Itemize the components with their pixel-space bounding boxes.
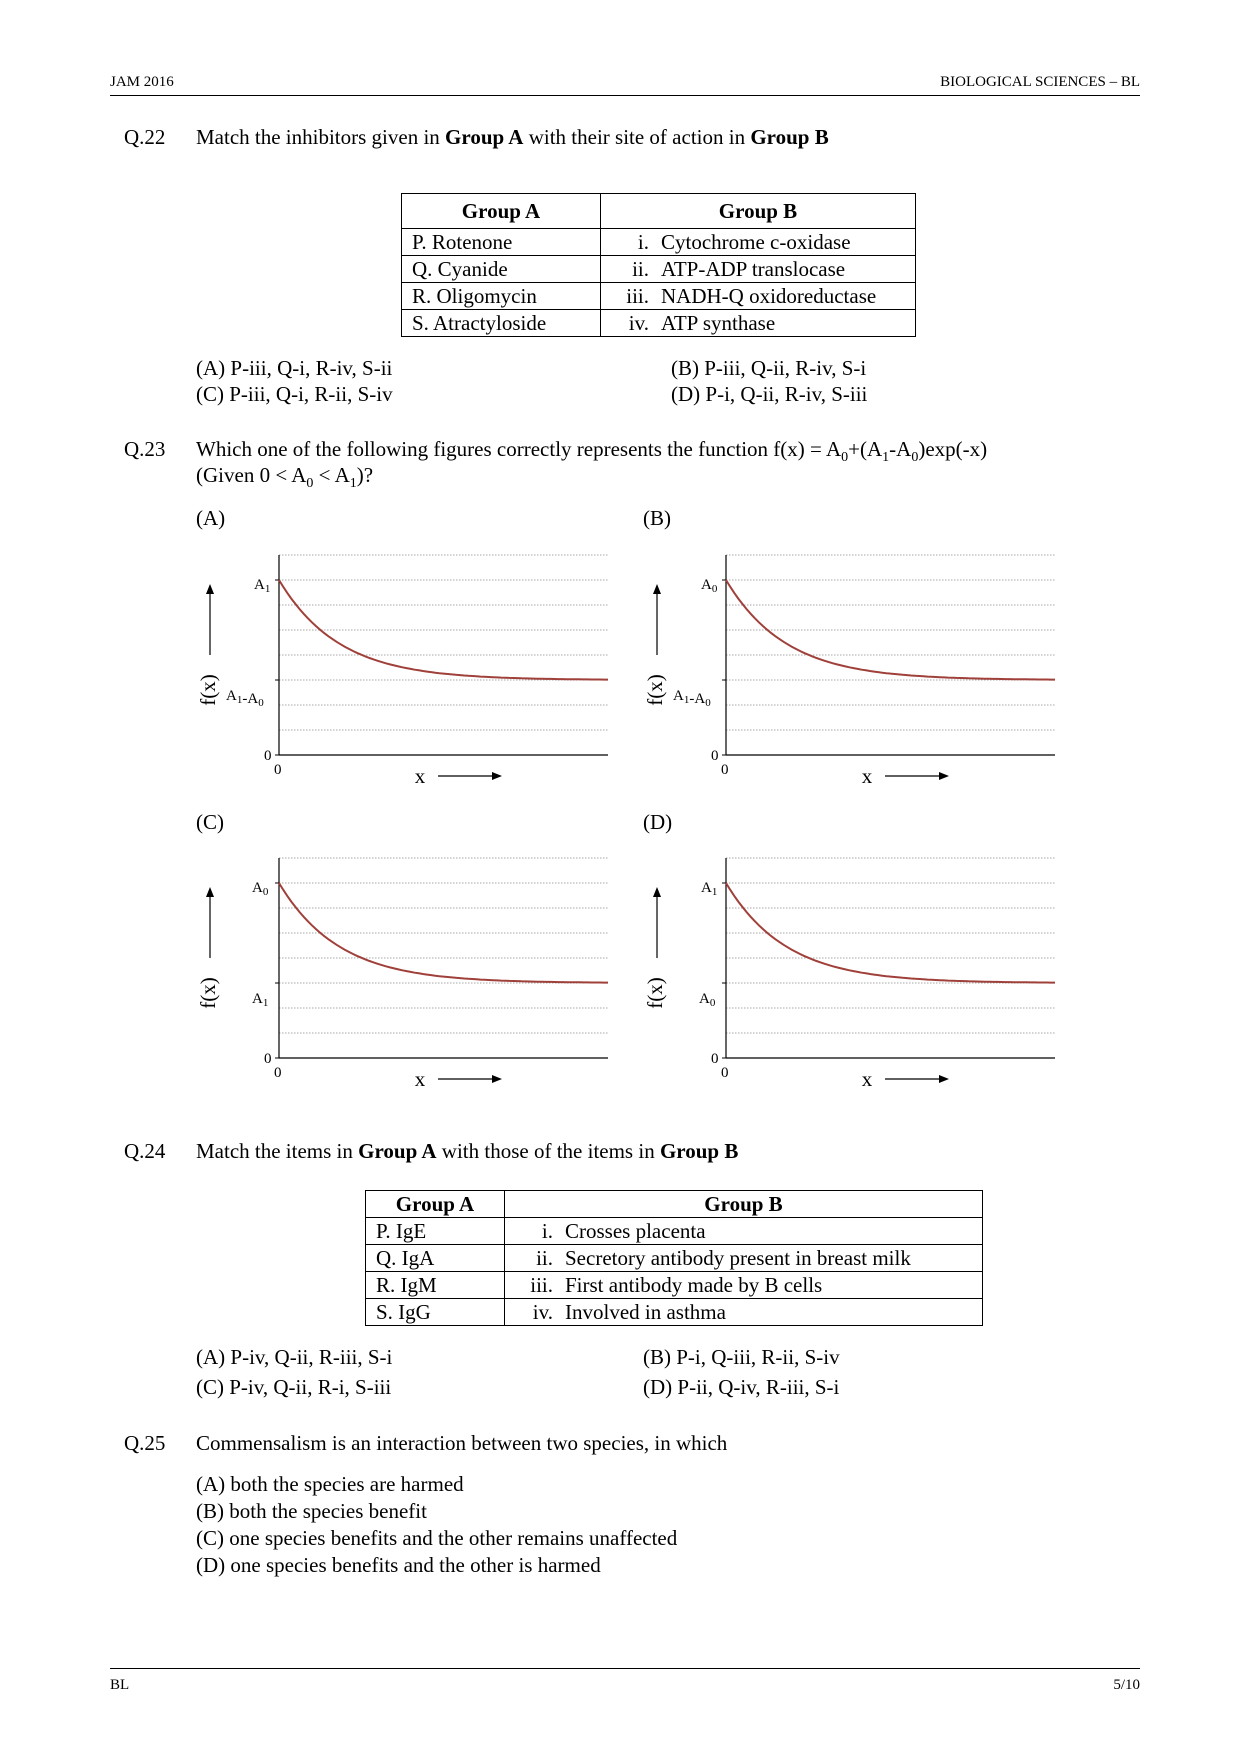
q24-option-b: (B) P-i, Q-iii, R-ii, S-iv	[643, 1345, 840, 1369]
q22-option-d: (D) P-i, Q-ii, R-iv, S-iii	[671, 382, 868, 406]
paper-title: BIOLOGICAL SCIENCES – BL	[940, 74, 1140, 90]
x-axis-label: x	[414, 1067, 426, 1091]
question-number: Q.24	[124, 1139, 166, 1163]
y-label-mid: $A_1-A_0$	[226, 688, 264, 709]
question-number: Q.22	[124, 125, 166, 149]
panel-label-b: (B)	[643, 506, 671, 530]
exam-title: JAM 2016	[110, 74, 174, 90]
x-label-zero: 0	[721, 1065, 729, 1081]
y-label-mid: $A_1$	[252, 991, 269, 1009]
plot-b	[643, 550, 1058, 788]
y-label-top: $A_1$	[254, 577, 271, 595]
q24-match-table	[365, 1190, 983, 1326]
table-row: Q. IgA ii. Secretory antibody present in breast milk	[366, 1245, 983, 1272]
y-label-top: $A_0$	[252, 880, 269, 898]
panel-label-d: (D)	[643, 810, 673, 834]
x-label-zero: 0	[721, 762, 729, 778]
q24-option-c: (C) P-iv, Q-ii, R-i, S-iii	[196, 1375, 392, 1399]
table-header-group-b: Group B	[505, 1191, 983, 1218]
table-row: R. Oligomycin iii. NADH-Q oxidoreductase	[402, 283, 916, 310]
table-header-group-a: Group A	[402, 194, 601, 229]
x-arrow-head	[492, 1075, 502, 1083]
table-header-group-b: Group B	[601, 194, 916, 229]
question-text-line1: Which one of the following figures correctly represents the function $f(x) = A_0+(A_1-A_0)\exp(-x)$	[196, 437, 988, 466]
panel-label-a: (A)	[196, 506, 226, 530]
table-row: P. Rotenone i. Cytochrome c-oxidase	[402, 229, 916, 256]
question-text-line2: (Given $0 < A_0 < A_1$)?	[196, 463, 374, 492]
plot-c	[196, 853, 611, 1091]
q22-option-b: (B) P-iii, Q-ii, R-iv, S-i	[671, 356, 867, 380]
y-label-zero: 0	[711, 748, 719, 764]
y-axis-label: f(x)	[196, 977, 220, 1009]
q25-option-b: (B) both the species benefit	[196, 1499, 427, 1523]
question-text: Match the items in Group A with those of the items in Group B	[196, 1139, 739, 1163]
table-row: S. IgG iv. Involved in asthma	[366, 1299, 983, 1326]
y-arrow-head	[653, 584, 661, 594]
paper-code: BL	[110, 1677, 130, 1693]
page-footer	[110, 1668, 1140, 1694]
table-header-group-a: Group A	[366, 1191, 505, 1218]
table-row: P. IgE i. Crosses placenta	[366, 1218, 983, 1245]
q22-match-table	[401, 193, 916, 337]
x-axis-label: x	[414, 764, 426, 788]
y-arrow-head	[653, 887, 661, 897]
y-axis-label: f(x)	[643, 977, 667, 1009]
y-arrow-head	[206, 584, 214, 594]
table-row: S. Atractyloside iv. ATP synthase	[402, 310, 916, 337]
question-number: Q.23	[124, 437, 166, 461]
q25-option-a: (A) both the species are harmed	[196, 1472, 464, 1496]
q25-option-d: (D) one species benefits and the other is harmed	[196, 1553, 601, 1577]
x-arrow-head	[939, 1075, 949, 1083]
y-label-mid: $A_1-A_0$	[673, 688, 711, 709]
x-label-zero: 0	[274, 762, 282, 778]
q24-option-d: (D) P-ii, Q-iv, R-iii, S-i	[643, 1375, 840, 1399]
x-arrow-head	[492, 772, 502, 780]
y-label-mid: $A_0$	[699, 991, 716, 1009]
question-text: Match the inhibitors given in Group A with their site of action in Group B	[196, 125, 829, 149]
table-row: Q. Cyanide ii. ATP-ADP translocase	[402, 256, 916, 283]
page-number: 5/10	[1113, 1677, 1140, 1693]
table-row: R. IgM iii. First antibody made by B cells	[366, 1272, 983, 1299]
question-text: Commensalism is an interaction between two species, in which	[196, 1431, 728, 1455]
plot-a	[196, 550, 611, 788]
x-label-zero: 0	[274, 1065, 282, 1081]
y-axis-label: f(x)	[196, 674, 220, 706]
y-arrow-head	[206, 887, 214, 897]
y-label-zero: 0	[264, 748, 272, 764]
x-axis-label: x	[861, 764, 873, 788]
y-axis-label: f(x)	[643, 674, 667, 706]
page-header	[110, 74, 1140, 96]
q22-option-a: (A) P-iii, Q-i, R-iv, S-ii	[196, 356, 393, 380]
y-label-top: $A_1$	[701, 880, 718, 898]
x-axis-label: x	[861, 1067, 873, 1091]
x-arrow-head	[939, 772, 949, 780]
q24-option-a: (A) P-iv, Q-ii, R-iii, S-i	[196, 1345, 393, 1369]
q25-option-c: (C) one species benefits and the other remains unaffected	[196, 1526, 678, 1550]
q22-option-c: (C) P-iii, Q-i, R-ii, S-iv	[196, 382, 393, 406]
panel-label-c: (C)	[196, 810, 224, 834]
plot-d	[643, 853, 1058, 1091]
y-label-top: $A_0$	[701, 577, 718, 595]
y-label-zero: 0	[711, 1051, 719, 1067]
y-label-zero: 0	[264, 1051, 272, 1067]
question-number: Q.25	[124, 1431, 166, 1455]
